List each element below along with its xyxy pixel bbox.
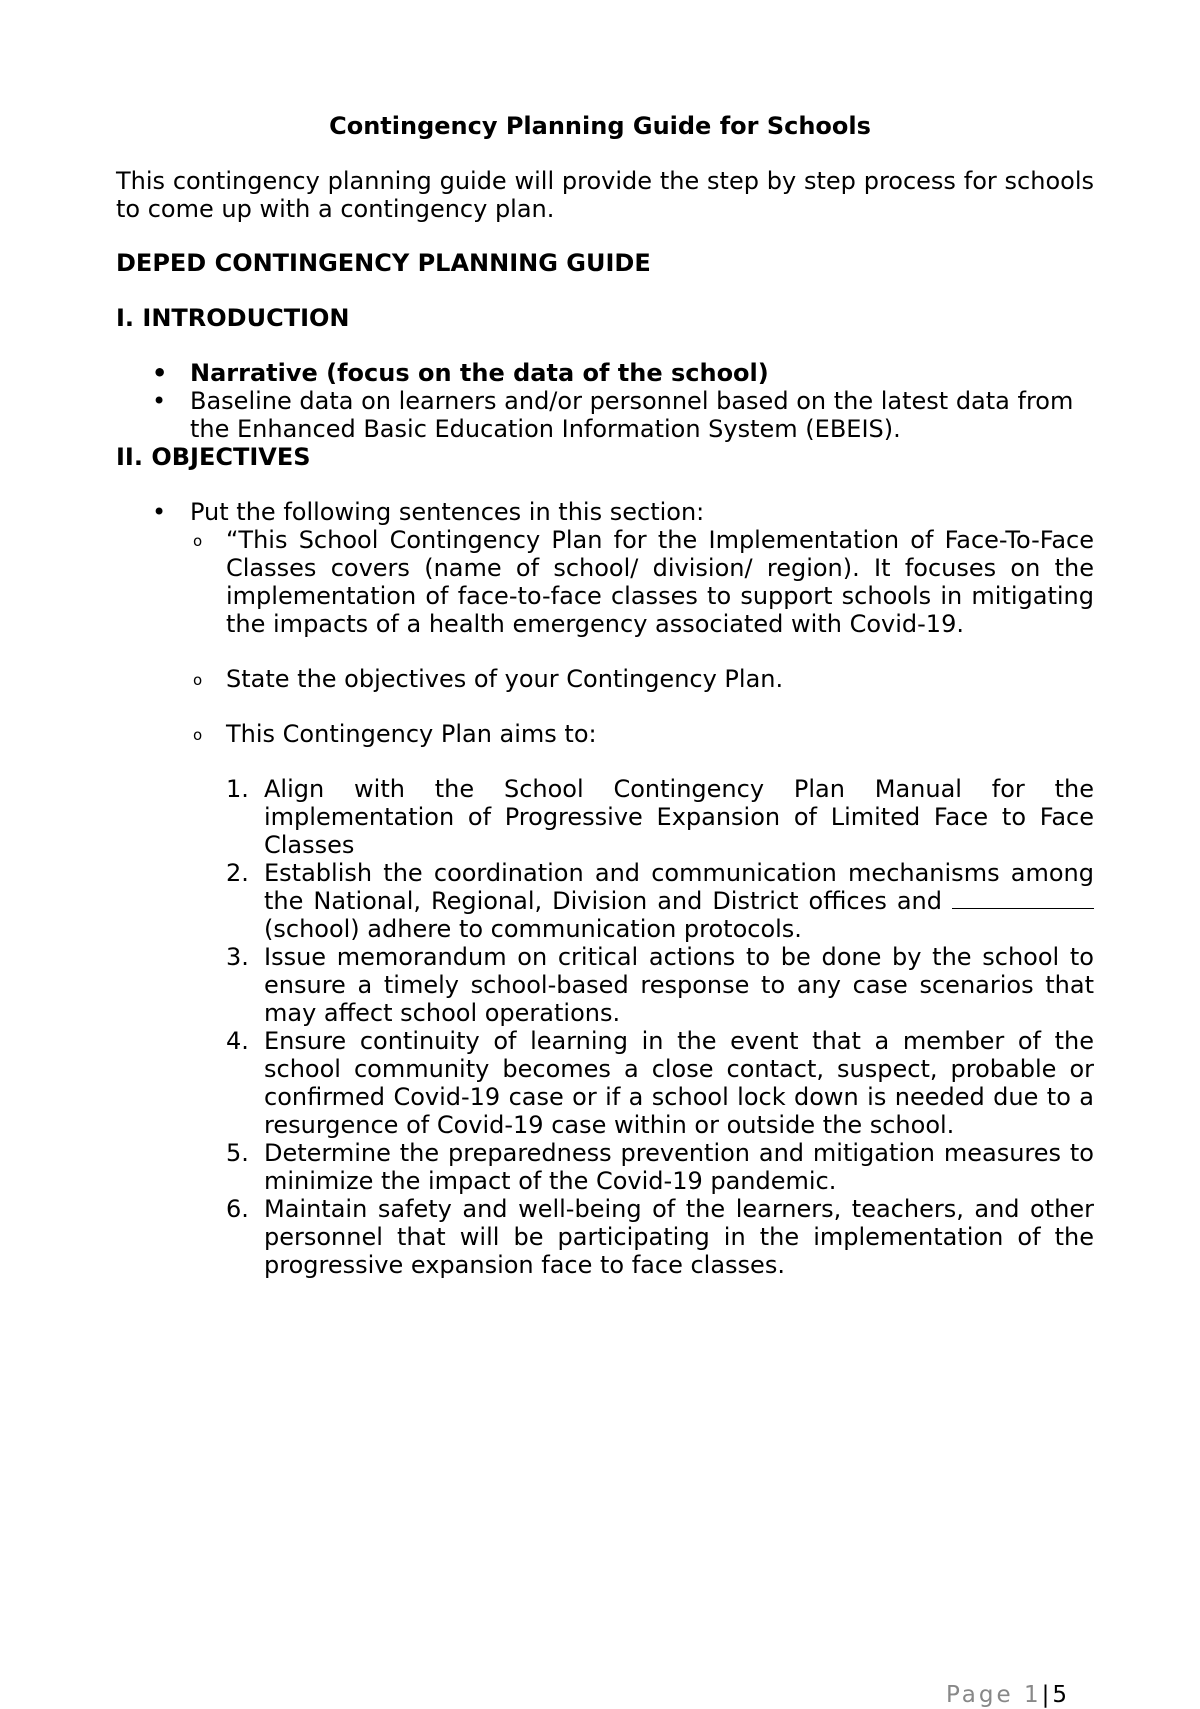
sub-list-item: o This Contingency Plan aims to:: [226, 720, 1094, 748]
aim-item: [226, 775, 1094, 859]
aim-text: (school) adhere to communication protocols.: [264, 915, 802, 943]
page-number: 1: [1023, 1682, 1042, 1708]
fill-in-blank: [952, 888, 1094, 909]
objectives-sub-list: [116, 526, 1094, 748]
objectives-heading: II. OBJECTIVES: [116, 443, 311, 471]
aim-item: [226, 943, 1094, 1027]
aim-text: Ensure continuity of learning in the event that a member of the school community becomes a close contact, suspect, probable or confirmed Covid-19 case or if a school lock down is needed due to a resurgence of Covid-19 case within or outside the school.: [264, 1027, 1094, 1139]
page-total: 5: [1052, 1682, 1070, 1708]
list-item: • Narrative (focus on the data of the school): [190, 359, 1094, 387]
page-number-footer: [946, 1681, 1070, 1709]
aim-number: 1.: [226, 775, 249, 803]
aim-number: 5.: [226, 1139, 249, 1167]
deped-heading: DEPED CONTINGENCY PLANNING GUIDE: [116, 249, 651, 277]
list-item: • Baseline data on learners and/or personnel based on the latest data from the Enhanced Basic Education Information System (EBEIS).: [190, 387, 1094, 443]
sub-list-item: o State the objectives of your Contingency Plan.: [226, 665, 1094, 693]
list-item: • Put the following sentences in this section:: [190, 498, 1094, 526]
aim-text: Establish the coordination and communication mechanisms among the National, Regional, Division and District offices and: [264, 859, 1094, 915]
objectives-list: [116, 498, 1094, 526]
document-title: Contingency Planning Guide for Schools: [329, 112, 871, 140]
introduction-heading: I. INTRODUCTION: [116, 304, 350, 332]
aim-text: Issue memorandum on critical actions to be done by the school to ensure a timely school-based response to any case scenarios that may affect school operations.: [264, 943, 1094, 1027]
aim-number: 4.: [226, 1027, 249, 1055]
sub-list-item: o “This School Contingency Plan for the Implementation of Face-To-Face Classes covers (name of school/ division/ region). It focuses on the implementation of face-to-face classes to support schools in mitigating the impacts of a health emergency associated with Covid-19.: [226, 526, 1094, 638]
page-label: Page: [945, 1682, 1014, 1708]
aim-text: Align with the School Contingency Plan Manual for the implementation of Progressive Expansion of Limited Face to Face Classes: [264, 775, 1094, 859]
page-separator: |: [1041, 1682, 1053, 1708]
aim-number: 2.: [226, 859, 249, 887]
aim-text: Maintain safety and well-being of the learners, teachers, and other personnel that will be participating in the implementation of the progressive expansion face to face classes.: [264, 1195, 1094, 1279]
introduction-list: [116, 359, 1094, 443]
aim-item: [226, 1139, 1094, 1195]
aim-item: [226, 1027, 1094, 1139]
aim-item: [226, 1195, 1094, 1279]
aim-item: [226, 859, 1094, 943]
aims-list: [116, 775, 1094, 1279]
intro-paragraph: This contingency planning guide will provide the step by step process for schools to come up with a contingency plan.: [116, 167, 1094, 223]
aim-text: Determine the preparedness prevention and mitigation measures to minimize the impact of the Covid-19 pandemic.: [264, 1139, 1094, 1195]
aim-number: 3.: [226, 943, 249, 971]
aim-number: 6.: [226, 1195, 249, 1223]
